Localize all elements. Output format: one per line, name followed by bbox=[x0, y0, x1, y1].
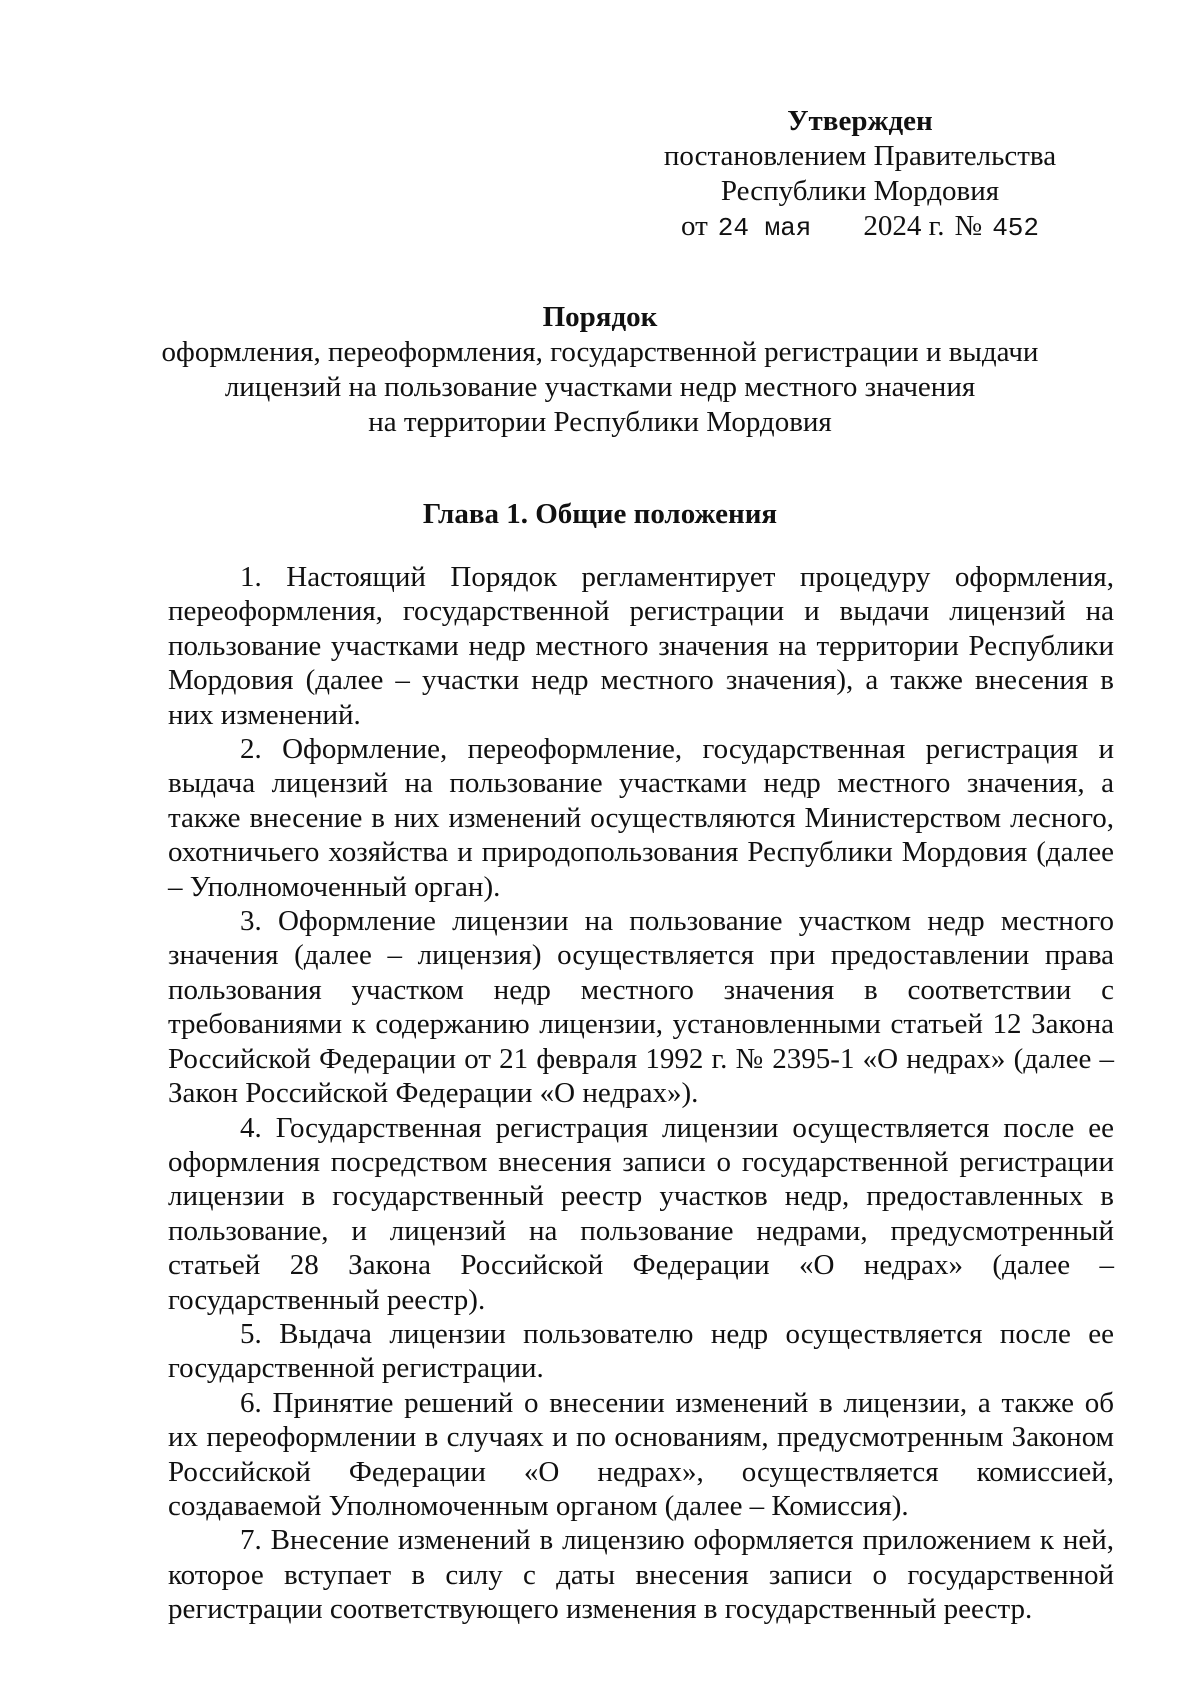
approval-line-1: постановлением Правительства bbox=[663, 140, 1057, 172]
date-day-month: 24 мая bbox=[717, 213, 812, 243]
paragraph-3: 3. Оформление лицензии на пользование участком недр местного значения (далее – лицензия) осуществляется при предоставлении права пользования участком недр местного значения в соответствии с требованиями к содержанию лицензии, установленными статьей 12 Закона Российской Федерации от 21 февраля 1992 г. № 2395-1 «О недрах» (далее – Закон Российской Федерации «О недрах»). bbox=[168, 905, 1114, 1110]
document-number: 452 bbox=[992, 213, 1040, 243]
document-title: Порядок bbox=[542, 301, 658, 333]
document-title-block bbox=[150, 300, 1050, 440]
paragraph-2: 2. Оформление, переоформление, государственная регистрация и выдача лицензий на пользование участками недр местного значения, а также внесение в них изменений осуществляются Министерством лесного, охотничьего хозяйства и природопользования Республики Мордовия (далее – Уполномоченный орган). bbox=[168, 733, 1114, 903]
paragraph-4: 4. Государственная регистрация лицензии осуществляется после ее оформления посредством внесения записи о государственной регистрации лицензии в государственный реестр участков недр, предоставленных в пользование, и лицензий на пользование недрами, предусмотренный статьей 28 Закона Российской Федерации «О недрах» (далее – государственный реестр). bbox=[168, 1111, 1114, 1316]
document-subtitle-line-2: лицензий на пользование участками недр местного значения bbox=[224, 371, 976, 403]
date-year: 2024 г. bbox=[863, 210, 945, 242]
approval-date-line bbox=[640, 209, 1080, 246]
approval-stamp-block bbox=[640, 104, 1080, 246]
paragraph-5: 5. Выдача лицензии пользователю недр осуществляется после ее государственной регистрации. bbox=[168, 1317, 1114, 1385]
approved-title: Утвержден bbox=[787, 105, 933, 137]
paragraph-7: 7. Внесение изменений в лицензию оформляется приложением к ней, которое вступает в силу с даты внесения записи о государственной регистрации соответствующего изменения в государственный реестр. bbox=[168, 1524, 1114, 1626]
document-subtitle-line-3: на территории Республики Мордовия bbox=[368, 406, 832, 438]
number-sign: № bbox=[954, 210, 983, 242]
document-body bbox=[168, 560, 1114, 1627]
date-prefix: от bbox=[680, 210, 708, 242]
approval-line-2: Республики Мордовия bbox=[720, 175, 1000, 207]
document-subtitle-line-1: оформления, переоформления, государственной регистрации и выдачи bbox=[161, 336, 1039, 368]
paragraph-6: 6. Принятие решений о внесении изменений в лицензии, а также об их переоформлении в случаях и по основаниям, предусмотренным Законом Российской Федерации «О недрах», осуществляется комиссией, создаваемой Уполномоченным органом (далее – Комиссия). bbox=[168, 1386, 1114, 1522]
paragraph-1: 1. Настоящий Порядок регламентирует процедуру оформления, переоформления, государственной регистрации и выдачи лицензий на пользование участками недр местного значения на территории Республики Мордовия (далее – участки недр местного значения), а также внесения в них изменений. bbox=[168, 561, 1114, 731]
chapter-heading: Глава 1. Общие положения bbox=[422, 498, 778, 530]
